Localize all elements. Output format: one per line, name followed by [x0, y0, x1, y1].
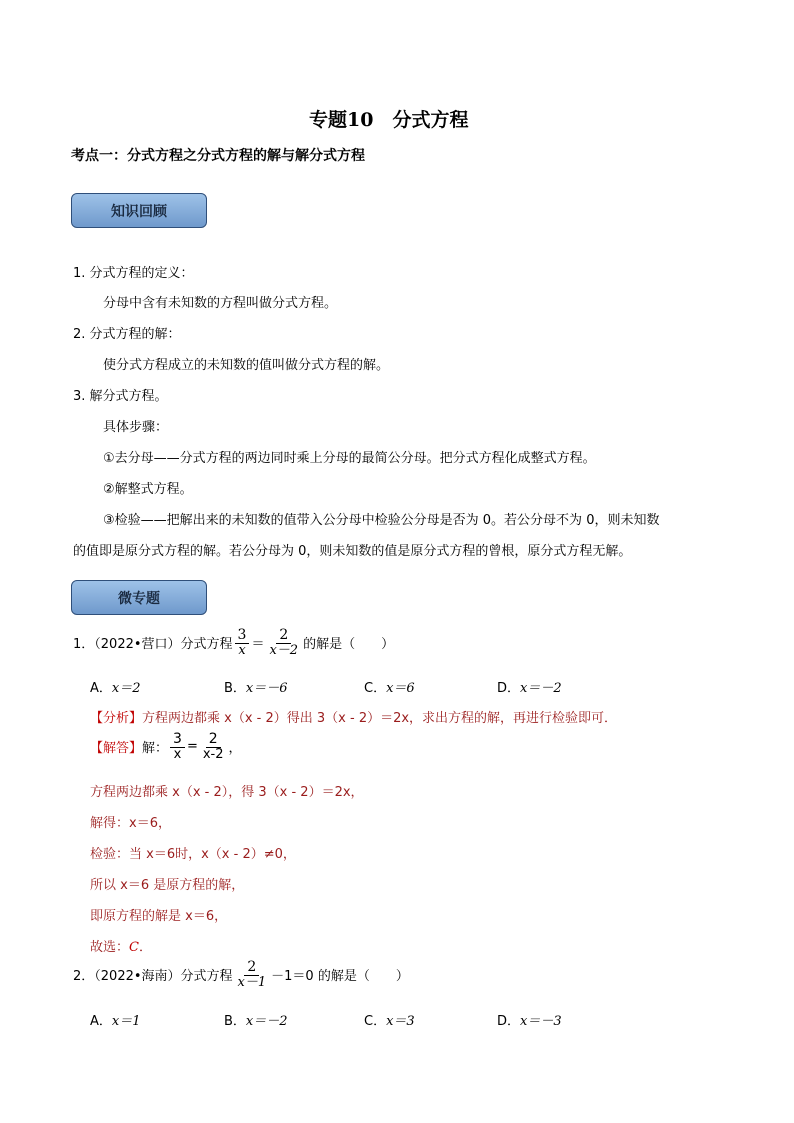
q1-option-a	[90, 677, 141, 696]
section-micro-label: 微专题	[118, 590, 160, 607]
step-3-line-2: 的值即是原分式方程的解。若公分母为 0，则未知数的值是原分式方程的曾根，原分式方程无解。	[73, 544, 632, 559]
q1-option-b-letter: B．	[224, 681, 246, 696]
q2-option-a-letter: A．	[90, 1014, 112, 1029]
q2-option-d-letter: D．	[497, 1014, 521, 1029]
q1-option-d-value: x＝－2	[520, 681, 562, 696]
q1-option-c-letter: C．	[364, 681, 387, 696]
q2-option-b-letter: B．	[224, 1014, 246, 1029]
q2-option-c-value: x＝3	[386, 1014, 415, 1029]
review-item-1: 1. 分式方程的定义：	[73, 266, 194, 281]
section-review-badge	[71, 193, 207, 228]
q1-prefix: 1．（2022•营口）分式方程	[73, 637, 233, 653]
q1-answer-fraction-1	[170, 732, 185, 761]
q2-option-c-letter: C．	[364, 1014, 387, 1029]
q1-answer-line-6	[90, 936, 152, 955]
q1-analysis	[90, 707, 617, 726]
q1-ans-frac2-den: x-2	[202, 746, 224, 762]
page-title: 专题10 分式方程	[309, 109, 469, 131]
q1-option-d-letter: D．	[497, 681, 521, 696]
q1-frac2-num: 2	[276, 628, 291, 644]
q1-answer-line-5: 即原方程的解是 x＝6，	[90, 909, 228, 924]
q1-answer-comma: ，	[228, 741, 242, 757]
q2-option-a	[90, 1010, 141, 1029]
q1-line6-choice: C	[129, 940, 139, 955]
q2-fraction	[235, 960, 270, 989]
q1-fraction-2	[266, 628, 301, 657]
q1-frac2-den: x－2	[269, 642, 299, 658]
q1-answer-line-4: 所以 x＝6 是原方程的解，	[90, 878, 245, 893]
review-item-1-text: 分母中含有未知数的方程叫做分式方程。	[103, 296, 338, 311]
section-review-label: 知识回顾	[111, 203, 167, 220]
q1-answer-tag: 【解答】	[90, 741, 143, 757]
q1-line6-prefix: 故选：	[90, 940, 130, 955]
steps-label: 具体步骤：	[103, 420, 169, 435]
q1-stem	[73, 628, 394, 657]
q1-answer-fraction-2	[200, 732, 227, 761]
q1-ans-frac1-num: 3	[170, 732, 185, 748]
q2-option-d	[497, 1010, 562, 1029]
q1-equals: ＝	[251, 637, 265, 653]
q1-option-d	[497, 677, 562, 696]
section-micro-badge	[71, 580, 207, 615]
q1-option-c-value: x＝6	[386, 681, 415, 696]
q1-option-a-letter: A．	[90, 681, 112, 696]
step-3-line-1: ③检验——把解出来的未知数的值带入公分母中检验公分母是否为 0。若公分母不为 0，则未知数	[103, 513, 660, 528]
q1-answer-line-1: 方程两边都乘 x（x - 2），得 3（x - 2）＝2x，	[90, 785, 364, 800]
review-item-2-text: 使分式方程成立的未知数的值叫做分式方程的解。	[103, 358, 390, 373]
q1-answer-prefix: 解：	[142, 741, 169, 757]
q1-suffix: 的解是（ ）	[303, 637, 395, 653]
kaodian-heading: 考点一：分式方程之分式方程的解与解分式方程	[71, 148, 365, 164]
q2-option-c	[364, 1010, 415, 1029]
q2-option-b-value: x＝－2	[245, 1014, 288, 1029]
q2-frac-num: 2	[244, 960, 259, 976]
step-1: ①去分母——分式方程的两边同时乘上分母的最简公分母。把分式方程化成整式方程。	[103, 451, 596, 466]
review-item-3: 3. 解分式方程。	[73, 389, 168, 404]
step-2: ②解整式方程。	[103, 482, 193, 497]
q2-frac-den: x－1	[237, 974, 267, 990]
q1-option-c	[364, 677, 415, 696]
q2-option-b	[224, 1010, 288, 1029]
q1-option-b	[224, 677, 288, 696]
q1-answer-line-3: 检验：当 x＝6时，x（x - 2）≠0，	[90, 847, 296, 862]
q1-option-a-value: x＝2	[111, 681, 141, 696]
q1-ans-frac1-den: x	[173, 746, 182, 762]
q2-prefix: 2．（2022•海南）分式方程	[73, 969, 233, 985]
q1-frac1-den: x	[238, 642, 246, 658]
q1-answer-equals: =	[186, 739, 198, 755]
q2-suffix: －1＝0 的解是（ ）	[271, 969, 409, 985]
q2-option-a-value: x＝1	[111, 1014, 141, 1029]
q1-frac1-num: 3	[235, 628, 250, 644]
q1-answer-header	[90, 732, 242, 761]
q1-ans-frac2-num: 2	[206, 732, 221, 748]
q2-option-d-value: x＝－3	[520, 1014, 562, 1029]
q1-answer-line-2: 解得：x＝6，	[90, 816, 171, 831]
q2-stem	[73, 960, 409, 989]
q1-analysis-text: 方程两边都乘 x（x - 2）得出 3（x - 2）＝2x，求出方程的解，再进行检验即可．	[142, 711, 618, 726]
q1-line6-suffix: ．	[138, 940, 152, 955]
review-item-2: 2. 分式方程的解：	[73, 327, 181, 342]
q1-option-b-value: x＝－6	[245, 681, 288, 696]
q1-fraction-1	[235, 628, 250, 657]
q1-analysis-tag: 【分析】	[90, 711, 143, 726]
